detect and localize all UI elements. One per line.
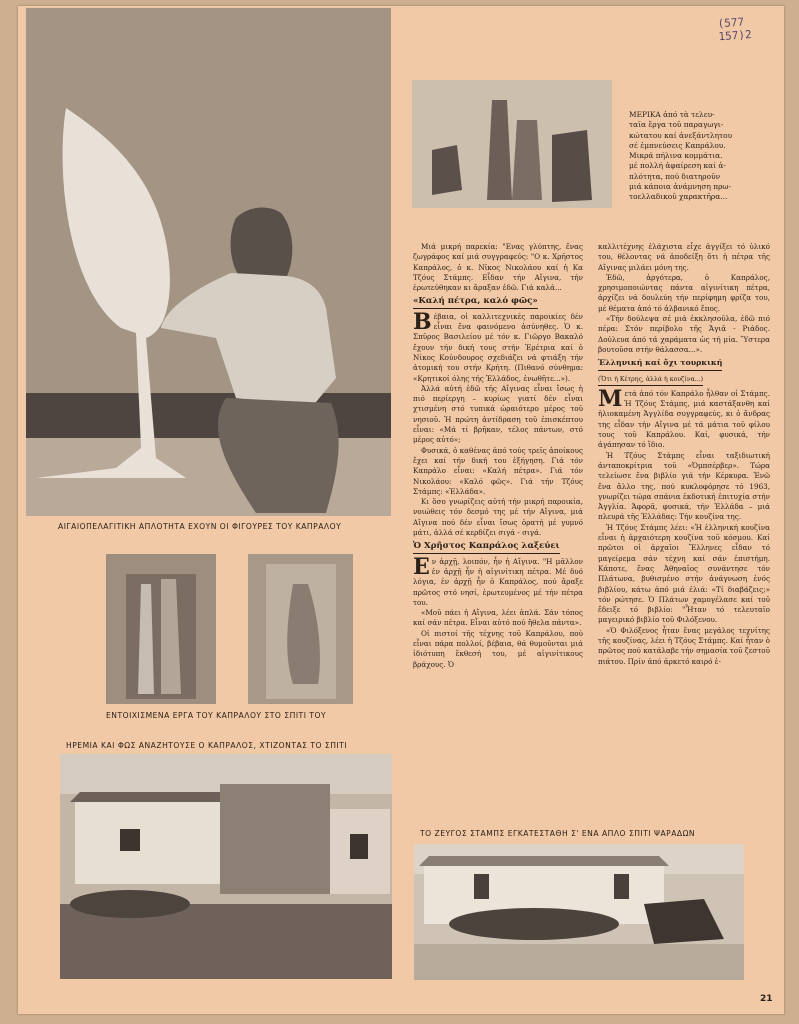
article-paragraph: Ἀλλά αὐτή ἐδῶ τῆς Αἴγινας εἶναι ἴσως ἡ πιό περίεργη – κυρίως γιατί δέν εἶναι χτισμένη στό τυπικά ὡραιότερο μέρος τοῦ νησιοῦ. Ἡ πρώτη ἀντίδραση τοῦ ἐπισκέπτου εἶναι: «Μά τί βρῆκαν, τέλος πάντων, στό μέρος αὐτό»; — [413, 383, 583, 445]
magazine-page — [18, 6, 784, 1014]
caption-house-stamps: ΤΟ ΖΕΥΓΟΣ ΣΤΑΜΠΣ ΕΓΚΑΤΕΣΤΑΘΗ Σ' ΕΝΑ ΑΠΛΟ ΣΠΙΤΙ ΨΑΡΑΔΩΝ — [420, 829, 696, 838]
heading-greek-not-turkish: Ἑλληνική καί ὄχι τουρκική — [598, 358, 722, 370]
article-paragraph — [598, 385, 770, 451]
sidenote-pottery — [629, 110, 779, 203]
handwritten-reference: (577 157)2 — [717, 15, 753, 44]
article-paragraph: Ἐδῶ, ἀργότερα, ὁ Καπράλος, χρησιμοποιώντας πάντα αἰγινίτικη πέτρα, ἀρχίζει νά δουλεύη τήν περίφημη φρίζα του, μέ θέματα ἀπό τό ἀλβανικό ἔπος. — [598, 272, 770, 313]
article-column-1 — [413, 242, 583, 822]
paragraph-text: έβαια, οἱ καλλιτεχνικές παροικίες δέν εἶναι ἕνα φαινόμενο ἀσύνηθες. Ὁ κ. Σπῦρος Βασιλείου μέ τόν κ. Γιῶργο Βακαλό ἔχουν τήν δική τους στήν Ἐρέτρια καί ὁ Νίκος Κούνδουρος σχεδιάζει νά φτιάξη τήν ἀτομική του στήν Κρήτη. (Πιθανό σύνθημα: «Κρητικοί όλης τής Ἑλλάδος, ἑνωθῆτε...»). — [413, 311, 583, 383]
article-paragraph: Φυσικά, ὁ καθένας ἀπό τούς τρεῖς ἀποίκους ἔχει καί τήν δική του ἐξήγηση. Γιά τόν Καπράλο εἶναι: «Καλή πέτρα». Γιά τόν Νικολάου: «Καλό φῶς». Γιά τήν Τζόυς Στάμπς: «Ἑλλάδα». — [413, 445, 583, 496]
article-paragraph: Ἡ Τζόυς Στάμπς εἶναι ταξιδιωτική ἀνταποκρίτρια τοῦ «Ὀμπσέρβερ». Τώρα τελείωσε ἕνα βιβλίο γιά τήν Κέρκυρα. Ἐνῶ ἕνα ἄλλο της, πού κυκλοφόρησε τό 1963, γνωρίζει τώρα σπάνια ἐκδοτική ἐπιτυχία στήν Ἀγγλία. Ἀφορᾶ, φυσικά, τήν Ἑλλάδα – μιά πλευρά τῆς Ἑλλάδας: Τήν κουζίνα της. — [598, 450, 770, 522]
photo-inlaid-work-left — [106, 554, 216, 704]
article-paragraph: Κι ὅσο γνωρίζεις αὐτή τήν μικρή παροικία, νοιώθεις τόν δεσμό της μέ τήν Αἴγινα, μιά Αἴγινα πού δέν εἶναι ἴσως ὁρατή μέ γυμνό μάτι, ἀλλά σέ κερδίζει σιγά - σιγά. — [413, 497, 583, 538]
photo-inlaid-work-right — [248, 554, 353, 704]
sidenote-line: κώτατου καί ἀνεξάντλητου — [629, 130, 733, 140]
article-paragraph: Οἱ πιστοί τῆς τέχνης τοῦ Καπράλου, πού εἶναι πάρα πολλοί, βέβαια, θά θυμοῦνται μιά ἰδιότυπη ἔκθεσή του, μέ αἰγινίτικους βράχους. Ὁ — [413, 628, 583, 669]
sidenote-line: ταῖα ἔργα τοῦ παραγωγι- — [629, 120, 724, 130]
caption-main-photo: ΑΙΓΑΙΟΠΕΛΑΓΙΤΙΚΗ ΑΠΛΟΤΗΤΑ ΕΧΟΥΝ ΟΙ ΦΙΓΟΥΡΕΣ ΤΟΥ ΚΑΠΡΑΛΟΥ — [58, 522, 342, 531]
sidenote-line: μιά κάποια ἀνάμνηση πρω- — [629, 182, 731, 192]
photo-sculptor — [26, 8, 391, 516]
article-paragraph: «Ὁ Φιλόξενος ἦταν ἕνας μεγάλος τεχνίτης τῆς κουζίνας, λέει ἡ Τζόυς Στάμπς. Καί ἦταν ὁ πρῶτος πού κατάλαβε τήν σημασία τοῦ ζεστοῦ πιάτου. Πρίν ἀπό ἀρκετό καιρό ἐ- — [598, 625, 770, 666]
heading-subtitle: (Ὅτι ἡ Κέτρης, ἀλλά ἡ κουζίνα...) — [598, 375, 703, 386]
article-paragraph: «Τήν δούλεψα σέ μιά ἐκκλησοῦλα, ἐδῶ πιό πέρα: Στόν περίβολο τῆς Ἁγιᾶ - Ριάδος. Δούλευα ἀπό τά χαράματα ὡς τή μία. Ὕστερα βουτοῦσα στήν θάλασσα...». — [598, 314, 770, 354]
drop-cap: Μ — [598, 385, 623, 412]
sidenote-line: μέ πολλή ἀφαίρεση καί ἁ- — [629, 161, 726, 171]
heading-kapralos-carves: Ὁ Χρῆστος Καπράλος λαξεύει — [413, 541, 560, 553]
caption-house-kapralos: ΗΡΕΜΙΑ ΚΑΙ ΦΩΣ ΑΝΑΖΗΤΟΥΣΕ Ο ΚΑΠΡΑΛΟΣ, ΧΤΙΖΟΝΤΑΣ ΤΟ ΣΠΙΤΙ — [66, 741, 348, 750]
article-paragraph: καλλιτέχνης ἐλάχιστα εἶχε ἀγγίξει τό ὑλικό του, θέλοντας νά ἀποδείξη ὅτι ἡ πέτρα τῆς Αἴγινας μιλάει μόνη της. — [598, 242, 770, 272]
sidenote-line: τοελλαδικοῦ χαρακτῆρα... — [629, 192, 728, 202]
article-paragraph — [413, 553, 583, 608]
heading-good-stone: «Καλή πέτρα, καλό φῶς» — [413, 296, 538, 308]
paragraph-text: ετά ἀπό τόν Καπράλο ἦλθαν οἱ Στάμπς. Ἡ Τζόυς Στάμπς, μιά καστάξανθη καί ἡλιοκαμένη Ἀγγλίδα συγγραφεύς, κι ὁ ἄνδρας της εἶδαν τήν Αἴγινα μέ τά μάτια τοῦ φίλου τους τοῦ Καπράλου. Καί, φυσικά, τήν ἀγάπησαν τό ἴδιο. — [598, 388, 770, 450]
drop-cap: Ε — [413, 553, 430, 580]
photo-pottery-works — [412, 80, 612, 208]
drop-cap: Β — [413, 308, 432, 335]
sidenote-line: πλότητα, πού διατηροῦν — [629, 171, 721, 181]
article-paragraph — [413, 308, 583, 384]
sidenote-line: ΜΕΡΙΚΑ ἀπό τὰ τελευ- — [629, 110, 715, 119]
article-paragraph: «Μοῦ πάει ἡ Αἴγινα, λέει ἁπλά. Σάν τόπος καί σάν πέτρα. Εἶναι αὐτό πού ἤθελα πάντα». — [413, 608, 583, 628]
article-column-2 — [598, 242, 770, 822]
page-number: 21 — [760, 994, 773, 1004]
sidenote-line: σέ ἐμπνεύσεις Καπράλου. — [629, 140, 726, 150]
photo-house-stamps — [414, 844, 744, 980]
article-paragraph: Ἡ Τζόυς Στάμπς λέει: «Ἡ ἑλληνική κουζίνα εἶναι ἡ ἀρχαιότερη κουζίνα τοῦ κόσμου. Καί πρῶτοι οἱ ἀρχαῖοι Ἕλληνες εἶδαν τό μαγείρεμα σάν τέχνη καί σάν ἐπιστήμη. Κάποτε, ἕνας Ἀθηναῖος συνάντησε τόν Πλάτωνα, βυθισμένο στήν ἀνάγνωση ἑνός βιβλίου, κάτω ἀπό μιά ἐλιά: «Τί διαβάζεις;» τόν ρώτησε. Ὁ Πλάτων χαμογέλασε καί τοῦ ἔδειξε τό βιβλίο: "Ἦταν τό τελευταῖο μαγειρικό βιβλίο τοῦ Φιλόξενου. — [598, 522, 770, 625]
photo-house-kapralos — [60, 754, 392, 979]
paragraph-text: ν ἀρχῇ, λοιπόν, ἦν ἡ Αἴγινα. "Η μᾶλλον ἐν ἀρχῇ ἦν ἡ αἰγινίτικη πέτρα. Μέ δυό λόγια, ἐν ἀρχῇ ἦν ὁ Καπράλος, πού ἄραξε πρῶτος στό νησί, ἐρωτευμένος μέ τήν πέτρα του. — [413, 556, 583, 607]
article-intro: Μιά μικρή παρεκία: "Ενας γλύπτης, ἕνας ζωγράφος καί μιά συγγραφεύς: "Ο κ. Χρῆστος Καπράλος, ὁ κ. Νῖκος Νικολάου καί ἡ Κα Τζόυς Στάμπς. Εἶδαν τήν Αἴγινα, τήν ἐρωτεύθηκαν κι ἄραξαν ἐδῶ. Γιά καλά... — [413, 242, 583, 293]
caption-inlaid-works: ΕΝΤΟΙΧΙΣΜΕΝΑ ΕΡΓΑ ΤΟΥ ΚΑΠΡΑΛΟΥ ΣΤΟ ΣΠΙΤΙ ΤΟΥ — [106, 711, 327, 720]
sidenote-line: Μικρά πήλινα κομμάτια. — [629, 151, 723, 161]
